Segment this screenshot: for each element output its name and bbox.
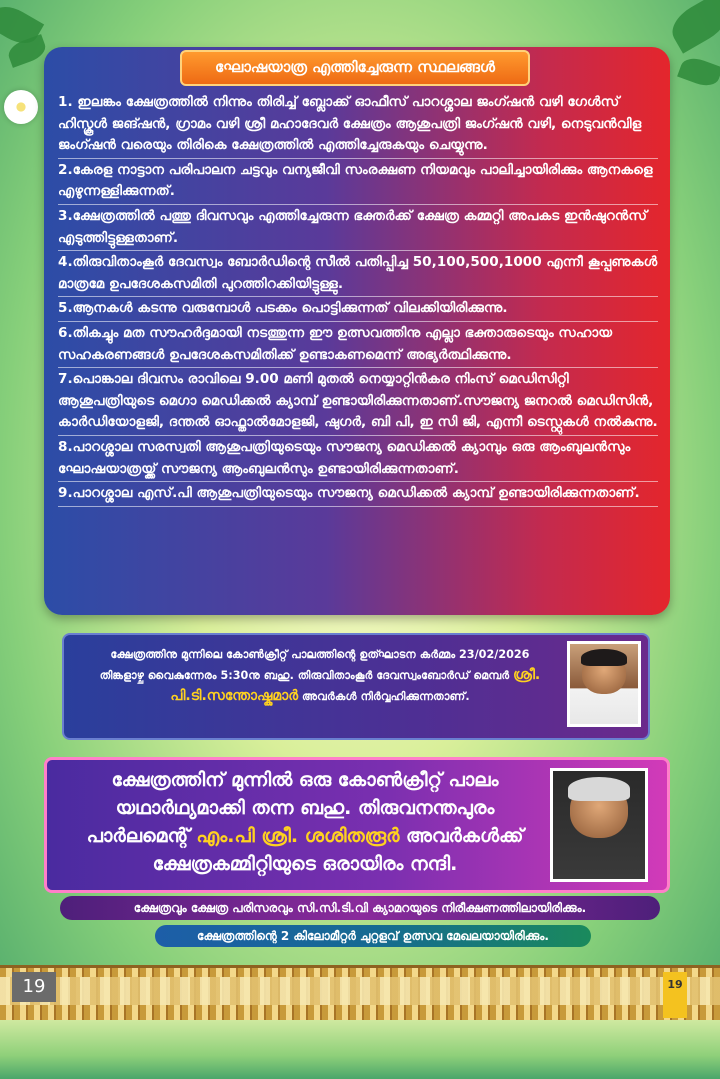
page-number: 19: [12, 972, 56, 1002]
list-item: 9.പാറശ്ശാല എസ്.പി ആശുപത്രിയുടെയും സൗജന്യ മെഡിക്കൽ ക്യാമ്പ് ഉണ്ടായിരിക്കുന്നതാണ്.: [58, 483, 658, 507]
list-item: 1. ഇലങ്കം ക്ഷേത്രത്തിൽ നിന്നും തിരിച്ച് ബ്ലോക്ക് ഓഫീസ് പാറശ്ശാല ജംഗ്ഷൻ വഴി ഗേൾസ് ഹിസ്കൂൾ ജങ്ഷൻ, ഗ്രാമം വഴി ശ്രീ മഹാദേവർ ക്ഷേത്രം ആശുപത്രി ജംഗ്ഷൻ വഴി, നെടുവൻവിള ജംഗ്ഷൻ വരെയും തിരികെ ക്ഷേത്രത്തിൽ എത്തിച്ചേരുകയും ചെയ്യുന്നു.: [58, 92, 658, 159]
list-item: 3.ക്ഷേത്രത്തിൽ പത്തു ദിവസവും എത്തിച്ചേരുന്ന ഭക്തർക്ക് ക്ഷേത്ര കമ്മറ്റി അപകട ഇൻഷുറൻസ് എടുത്തിട്ടുള്ളതാണ്.: [58, 206, 658, 251]
list-item: 6.തികച്ചും മത സൗഹർദ്ദമായി നടത്തുന്ന ഈ ഉത്സവത്തിനു എല്ലാ ഭക്താരുടെയും സഹായ സഹകരണങ്ങൾ ഉപദേശകസമിതിക്ക് ഉണ്ടാകണമെന്ന് അഭ്യർത്ഥിക്കുന്നു.: [58, 323, 658, 368]
page-number-tab: 19: [663, 972, 687, 1018]
list-item: 2.കേരള നാട്ടാന പരിപാലന ചട്ടവും വന്യജീവി സംരക്ഷണ നിയമവും പാലിച്ചായിരിക്കും ആനകളെ എഴുന്നള്ളിക്കുന്നത്.: [58, 160, 658, 205]
grass-decoration: [0, 1020, 720, 1079]
thanks-text-after: അവർകൾക്ക് ക്ഷേത്രകമ്മിറ്റിയുടെ ഒരായിരം നന്ദി.: [152, 825, 524, 875]
decorative-leaf: [677, 54, 720, 90]
decorative-leaf: [665, 0, 720, 54]
points-list: [58, 92, 658, 508]
portrait-hair: [568, 777, 631, 801]
inauguration-highlight: ശ്രീ. പി.ടി.സന്തോഷ്കുമാർ: [170, 667, 541, 704]
flower-icon: [4, 90, 38, 124]
list-item: 5.ആനകൾ കടന്നു വരുമ്പോൾ പടക്കം പൊട്ടിക്കുന്നത് വിലക്കിയിരിക്കുന്നു.: [58, 298, 658, 322]
inauguration-text-before: ക്ഷേത്രത്തിനു മുന്നിലെ കോൺക്രീറ്റ് പാലത്തിന്റെ ഉത്ഘാടന കർമ്മം 23/02/2026 തിങ്കളാഴ്ച വൈകുന്നേരം 5:30നു ബഹു. തിരുവിതാംകൂർ ദേവസ്വംബോർഡ് മെമ്പർ: [99, 648, 530, 682]
portrait-photo: [567, 641, 641, 727]
footer-pattern: [0, 977, 720, 1005]
portrait-hair: [581, 649, 627, 667]
thanks-highlight: എം.പി ശ്രീ. ശശിതരൂർ: [196, 825, 400, 847]
list-item: 8.പാറശ്ശാല സരസ്വതി ആശുപത്രിയുടെയും സൗജന്യ മെഡിക്കൽ ക്യാമ്പും ഒരു ആംബുലൻസും ഘോഷയാത്രയ്ക്ക് സൗജന്യ ആംബുലൻസും ഉണ്ടായിരിക്കുന്നതാണ്.: [58, 437, 658, 482]
list-item: 7.പൊങ്കാല ദിവസം രാവിലെ 9.00 മണി മുതൽ നെയ്യാറ്റിൻകര നിംസ് മെഡിസിറ്റി ആശുപത്രിയുടെ മെഗാ മെഡിക്കൽ ക്യാമ്പ് ഉണ്ടായിരിക്കുന്നതാണ്.സൗജന്യ ജനറൽ മെഡിസിൻ, കാർഡിയോളജി, ദന്തൽ ഓഫ്താൽമോളജി, ഷുഗർ, ബി പി, ഇ സി ജി, എന്നീ ടെസ്റ്റുകൾ നൽകുന്നു.: [58, 369, 658, 436]
festival-zone-notice: ക്ഷേത്രത്തിന്റെ 2 കിലോമീറ്റർ ചുറ്റളവ് ഉത്സവ മേഖലയായിരിക്കും.: [155, 925, 591, 947]
thanks-text: [66, 766, 544, 878]
inauguration-text: [96, 645, 544, 707]
portrait-photo: [550, 768, 648, 882]
inauguration-text-after: അവർകൾ നിർവ്വഹിക്കുന്നതാണ്.: [298, 690, 470, 703]
section-title: ഘോഷയാത്ര എത്തിച്ചേരുന്ന സ്ഥലങ്ങൾ: [180, 50, 530, 86]
thanks-text-before: ക്ഷേത്രത്തിന് മുന്നിൽ ഒരു കോൺക്രീറ്റ് പാലം യഥാർഥ്യമാക്കി തന്ന ബഹു. തിരുവനന്തപുരം പാർലമെന്റ്: [86, 769, 499, 847]
cctv-notice: ക്ഷേത്രവും ക്ഷേത്ര പരിസരവും സി.സി.ടി.വി ക്യാമറയുടെ നിരീക്ഷണത്തിലായിരിക്കും.: [60, 896, 660, 920]
list-item: 4.തിരുവിതാംകൂർ ദേവസ്വം ബോർഡിന്റെ സീൽ പതിപ്പിച്ച 50,100,500,1000 എന്നീ കൂപ്പണുകൾ മാത്രമേ ഉപദേശകസമിതി പുറത്തിറക്കിയിട്ടുള്ളു.: [58, 252, 658, 297]
